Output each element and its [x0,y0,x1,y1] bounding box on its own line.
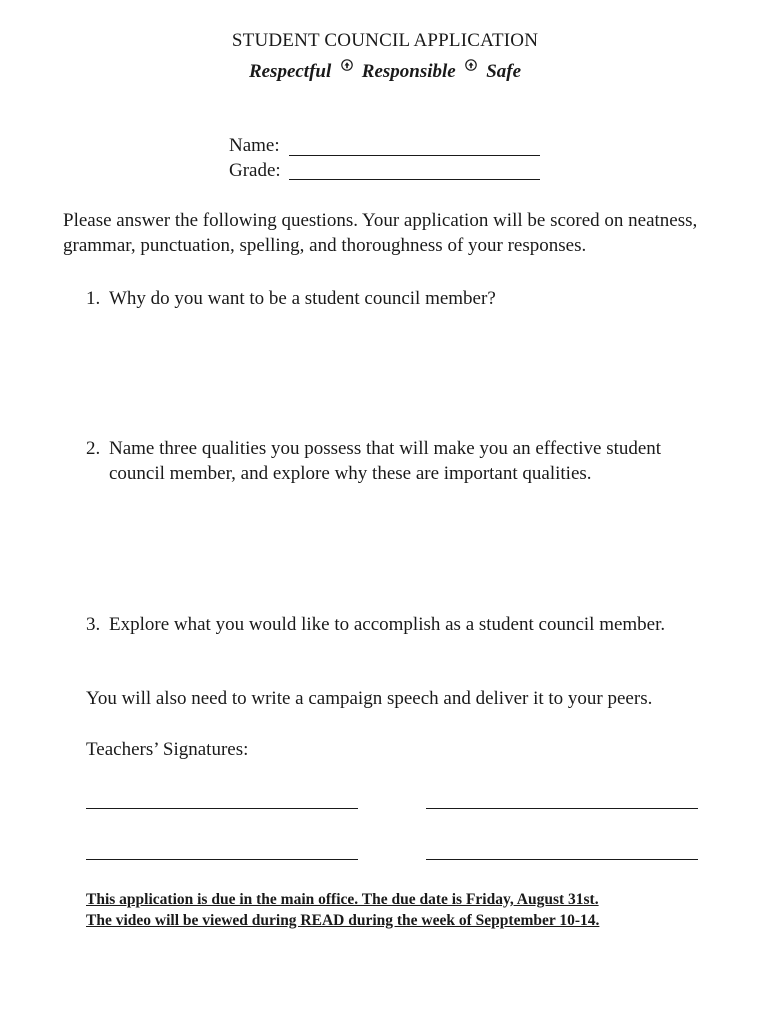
grade-field-row [229,160,287,182]
motto-responsible: Responsible [361,61,456,82]
signature-line-1[interactable] [86,808,358,809]
page-title: STUDENT COUNCIL APPLICATION [231,30,539,51]
hand-pointer-icon [340,58,354,72]
instructions-paragraph: Please answer the following questions. Your application will be scored on neatness, grammar, punctuation, spelling, and thoroughness of your responses. [63,210,698,256]
hand-pointer-icon [464,58,478,72]
name-label: Name: [229,135,280,156]
question-number: 1. [86,288,101,309]
school-motto [0,58,770,83]
grade-input-line[interactable] [289,179,540,180]
question-1 [86,286,726,311]
signature-line-4[interactable] [426,859,698,860]
question-text: Explore what you would like to accomplish as a student council member. [109,614,666,635]
signature-line-2[interactable] [426,808,698,809]
question-number: 2. [86,438,101,459]
signatures-label: Teachers’ Signatures: [86,739,249,760]
question-3 [86,612,726,637]
question-text: Why do you want to be a student council member? [109,288,496,309]
signature-line-3[interactable] [86,859,358,860]
video-notice: The video will be viewed during READ during the week of Sepptember 10-14. [86,912,600,929]
question-text: Name three qualities you possess that will make you an effective student council member, and explore why these are important qualities. [109,438,662,484]
motto-respectful: Respectful [248,61,332,82]
answer-area-2[interactable] [86,492,696,607]
question-2 [86,436,706,486]
speech-note: You will also need to write a campaign speech and deliver it to your peers. [86,688,653,709]
question-number: 3. [86,614,101,635]
due-date-notice: This application is due in the main office. The due date is Friday, August 31st. [86,891,599,908]
name-input-line[interactable] [289,155,540,156]
motto-safe: Safe [486,61,522,82]
grade-label: Grade: [229,160,281,181]
answer-area-1[interactable] [86,318,696,428]
name-field-row [229,135,287,157]
